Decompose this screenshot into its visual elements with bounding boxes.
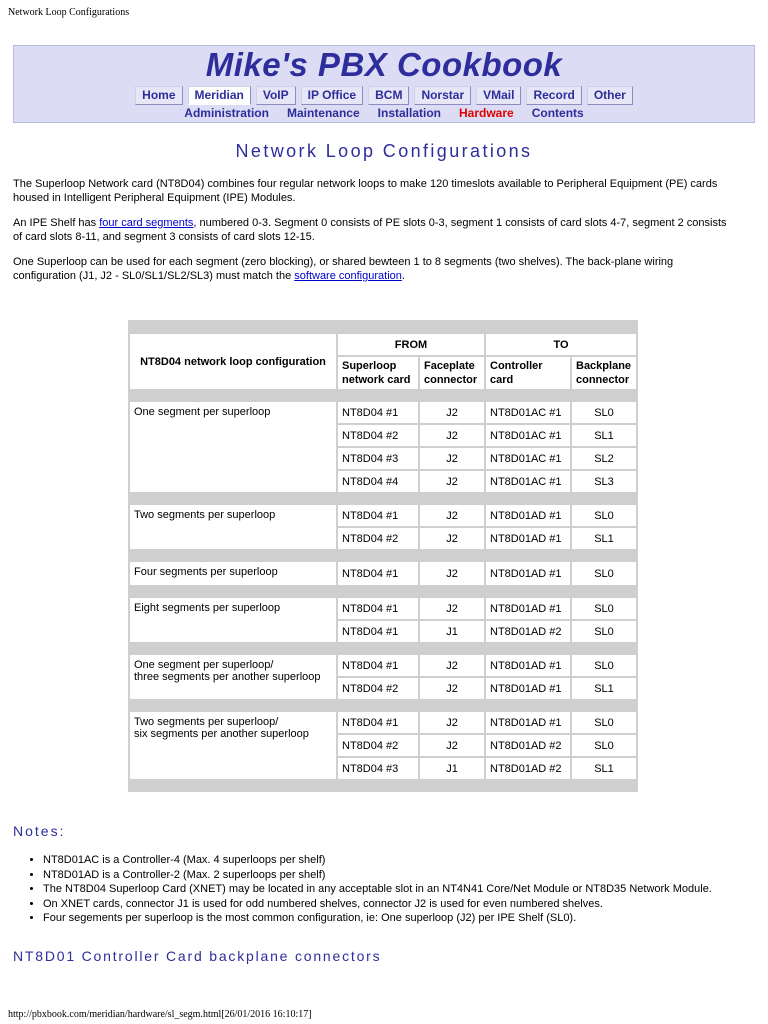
backplane-connector-cell: SL0	[572, 712, 636, 733]
table-row	[130, 655, 636, 676]
backplane-connector-cell: SL0	[572, 621, 636, 642]
config-label: Four segments per superloop	[134, 566, 278, 578]
superloop-card-cell: NT8D04 #2	[338, 425, 418, 446]
table-row	[130, 562, 636, 585]
backplane-connector-cell: SL0	[572, 735, 636, 756]
superloop-card-cell: NT8D04 #3	[338, 448, 418, 469]
subnav-contents[interactable]: Contents	[531, 106, 584, 120]
tab-record[interactable]: Record	[526, 86, 581, 105]
controller-section-title: NT8D01 Controller Card backplane connectors	[13, 948, 382, 964]
tab-other[interactable]: Other	[587, 86, 633, 105]
faceplate-connector-cell: J2	[420, 505, 484, 526]
superloop-card-cell: NT8D04 #1	[338, 655, 418, 676]
intro-paragraph-2	[13, 216, 738, 244]
backplane-connector-cell: SL0	[572, 655, 636, 676]
table-bottom-band	[130, 781, 636, 790]
superloop-card-cell: NT8D04 #3	[338, 758, 418, 779]
faceplate-connector-cell: J2	[420, 425, 484, 446]
tab-home[interactable]: Home	[135, 86, 182, 105]
site-title[interactable]: Mike's PBX Cookbook	[205, 46, 563, 83]
controller-card-cell: NT8D01AD #1	[486, 505, 570, 526]
superloop-card-cell: NT8D04 #2	[338, 735, 418, 756]
print-header: Network Loop Configurations	[8, 7, 130, 18]
table-row	[130, 505, 636, 526]
config-label-cell	[130, 402, 336, 492]
controller-card-cell: NT8D01AD #2	[486, 735, 570, 756]
p2-text-end: , numbered 0-3. Segment 0 consists of PE slots 0-3, segment 1 consists of card slots 4-7, segment 2 consists of card slots 8-11, and segment 3 consists of card slots 12-15.	[13, 217, 727, 243]
table-header-row	[130, 334, 636, 355]
controller-card-cell: NT8D01AD #1	[486, 712, 570, 733]
faceplate-connector-cell: J2	[420, 735, 484, 756]
controller-card-cell: NT8D01AD #2	[486, 621, 570, 642]
config-label-cell	[130, 598, 336, 642]
intro-paragraph-3	[13, 255, 738, 283]
group-separator	[130, 644, 636, 653]
backplane-connector-header: Backplane connector	[572, 357, 636, 389]
note-item: • The NT8D04 Superloop Card (XNET) may be located in any acceptable slot in an NT4N41 Core/Net Module or NT8D35 Network Module.	[43, 882, 768, 897]
config-label-cell	[130, 505, 336, 549]
subnav-installation[interactable]: Installation	[377, 106, 441, 120]
faceplate-connector-cell: J2	[420, 402, 484, 423]
backplane-connector-cell: SL2	[572, 448, 636, 469]
config-label-cell	[130, 562, 336, 585]
controller-card-cell: NT8D01AD #1	[486, 528, 570, 549]
controller-card-cell: NT8D01AD #2	[486, 758, 570, 779]
faceplate-connector-cell: J2	[420, 562, 484, 585]
print-footer: http://pbxbook.com/meridian/hardware/sl_segm.html[26/01/2016 16:10:17]	[8, 1009, 312, 1020]
tab-bcm[interactable]: BCM	[368, 86, 409, 105]
superloop-card-cell: NT8D04 #1	[338, 598, 418, 619]
superloop-card-cell: NT8D04 #4	[338, 471, 418, 492]
config-label: Eight segments per superloop	[134, 602, 281, 614]
config-label: Two segments per superloop/	[134, 716, 279, 728]
note-item: • NT8D01AD is a Controller-2 (Max. 2 superloops per shelf)	[43, 868, 768, 883]
backplane-connector-cell: SL0	[572, 562, 636, 585]
from-header: FROM	[338, 334, 484, 355]
controller-card-cell: NT8D01AC #1	[486, 402, 570, 423]
controller-card-cell: NT8D01AD #1	[486, 678, 570, 699]
config-label: three segments per another superloop	[134, 671, 321, 683]
p3-text-start: One Superloop can be used for each segment (zero blocking), or shared bewteen 1 to 8 segments (two shelves). The back-plane wiring configuration (J1, J2 - SL0/SL1/SL2/SL3) must match the	[13, 256, 674, 282]
config-label-cell	[130, 655, 336, 699]
network-loop-config-table	[128, 320, 638, 792]
software-configuration-link[interactable]: software configuration	[294, 270, 402, 282]
faceplate-connector-cell: J2	[420, 712, 484, 733]
table-row	[130, 712, 636, 733]
superloop-card-cell: NT8D04 #1	[338, 505, 418, 526]
controller-card-cell: NT8D01AD #1	[486, 598, 570, 619]
tab-voip[interactable]: VoIP	[256, 86, 296, 105]
config-column-header: NT8D04 network loop configuration	[130, 334, 336, 389]
tab-ip-office[interactable]: IP Office	[301, 86, 363, 105]
group-separator	[130, 391, 636, 400]
faceplate-connector-cell: J1	[420, 758, 484, 779]
faceplate-connector-cell: J1	[420, 621, 484, 642]
backplane-connector-cell: SL0	[572, 402, 636, 423]
tab-meridian[interactable]: Meridian	[188, 86, 251, 105]
backplane-connector-cell: SL0	[572, 505, 636, 526]
page-title: Network Loop Configurations	[235, 141, 533, 161]
p3-text-end: .	[401, 270, 405, 282]
backplane-connector-cell: SL1	[572, 758, 636, 779]
config-table-wrapper	[128, 320, 638, 792]
controller-card-cell: NT8D01AC #1	[486, 425, 570, 446]
config-label: six segments per another superloop	[134, 728, 309, 740]
backplane-connector-cell: SL3	[572, 471, 636, 492]
faceplate-connector-cell: J2	[420, 528, 484, 549]
note-item: • NT8D01AC is a Controller-4 (Max. 4 superloops per shelf)	[43, 853, 768, 868]
superloop-card-cell: NT8D04 #2	[338, 528, 418, 549]
superloop-card-cell: NT8D04 #1	[338, 562, 418, 585]
faceplate-connector-cell: J2	[420, 678, 484, 699]
controller-card-header: Controller card	[486, 357, 570, 389]
config-label-cell	[130, 712, 336, 779]
to-header: TO	[486, 334, 636, 355]
intro-paragraph-1: The Superloop Network card (NT8D04) combines four regular network loops to make 120 timeslots available to Peripheral Equipment (PE) cards housed in Intelligent Peripheral Equipment (IPE) Modules.	[13, 178, 718, 204]
backplane-connector-cell: SL1	[572, 425, 636, 446]
controller-card-cell: NT8D01AC #1	[486, 448, 570, 469]
backplane-connector-cell: SL0	[572, 598, 636, 619]
tab-vmail[interactable]: VMail	[476, 86, 521, 105]
note-item: • On XNET cards, connector J1 is used for odd numbered shelves, connector J2 is used for even numbered shelves.	[43, 897, 768, 912]
faceplate-connector-cell: J2	[420, 471, 484, 492]
controller-card-cell: NT8D01AD #1	[486, 655, 570, 676]
four-card-segments-link[interactable]: four card segments	[99, 217, 194, 229]
table-row	[130, 402, 636, 423]
main-nav-tabs	[0, 86, 768, 105]
subnav-hardware[interactable]: Hardware	[459, 106, 514, 120]
table-top-band	[130, 322, 636, 332]
backplane-connector-cell: SL1	[572, 678, 636, 699]
faceplate-connector-header: Faceplate connector	[420, 357, 484, 389]
config-label: Two segments per superloop	[134, 509, 276, 521]
group-separator	[130, 551, 636, 560]
superloop-card-cell: NT8D04 #1	[338, 402, 418, 423]
config-label: One segment per superloop/	[134, 659, 274, 671]
faceplate-connector-cell: J2	[420, 448, 484, 469]
table-row	[130, 598, 636, 619]
faceplate-connector-cell: J2	[420, 598, 484, 619]
superloop-card-header: Superloop network card	[338, 357, 418, 389]
notes-list	[13, 853, 768, 926]
backplane-connector-cell: SL1	[572, 528, 636, 549]
config-label: One segment per superloop	[134, 406, 271, 418]
sub-nav	[0, 106, 768, 120]
group-separator	[130, 494, 636, 503]
subnav-maintenance[interactable]: Maintenance	[286, 106, 360, 120]
superloop-card-cell: NT8D04 #2	[338, 678, 418, 699]
p2-text-start: An IPE Shelf has	[13, 217, 100, 229]
superloop-card-cell: NT8D04 #1	[338, 621, 418, 642]
group-separator	[130, 701, 636, 710]
faceplate-connector-cell: J2	[420, 655, 484, 676]
group-separator	[130, 587, 636, 596]
subnav-administration[interactable]: Administration	[184, 106, 269, 120]
notes-title: Notes:	[13, 823, 66, 839]
tab-norstar[interactable]: Norstar	[414, 86, 471, 105]
controller-card-cell: NT8D01AC #1	[486, 471, 570, 492]
controller-card-cell: NT8D01AD #1	[486, 562, 570, 585]
superloop-card-cell: NT8D04 #1	[338, 712, 418, 733]
note-item: • Four segements per superloop is the most common configuration, ie: One superloop (J2) per IPE Shelf (SL0).	[43, 911, 768, 926]
